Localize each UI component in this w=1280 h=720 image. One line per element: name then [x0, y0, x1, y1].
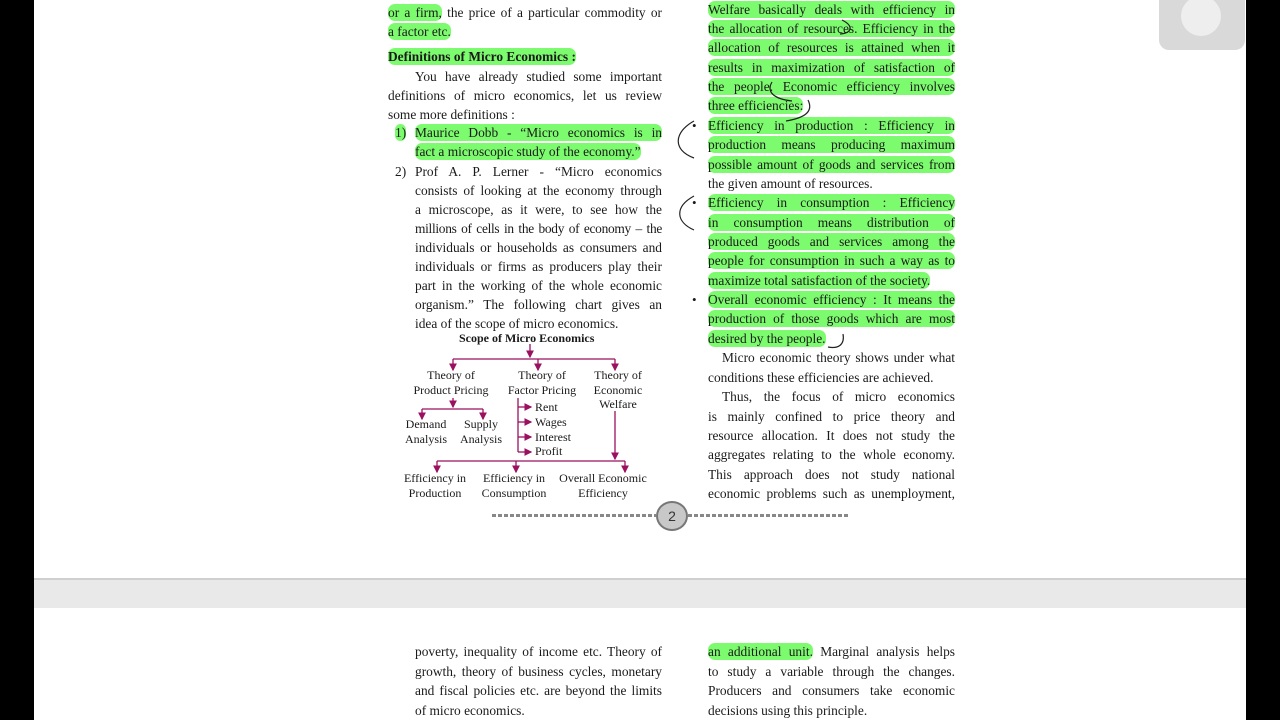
para2-line: is mainly confined to price theory and — [708, 409, 955, 424]
def2-line: part in the working of the whole economic — [415, 278, 662, 293]
next-right-line: to study a variable through the changes. — [708, 664, 955, 679]
intro-line-1: or a firm, the price of a particular commodity or — [388, 5, 662, 20]
bullet2-line: maximize total satisfaction of the society. — [708, 273, 931, 288]
para1-line: conditions these efficiencies are achieved. — [708, 370, 934, 385]
bullet2-line: people for consumption in such a way as to — [708, 253, 955, 268]
bullet1-line: Efficiency in production : Efficiency in — [708, 118, 955, 133]
bullet2-line: in consumption means distribution of — [708, 215, 955, 230]
next-right-line: Producers and consumers take economic — [708, 683, 955, 698]
next-left-line: of micro economics. — [415, 703, 525, 718]
para2-line: resource allocation. It does not study the — [708, 428, 955, 443]
right-line: results in maximization of satisfaction of — [708, 60, 955, 75]
chart-node-eff-overall: Overall Economic Efficiency — [559, 471, 647, 500]
next-left-line: poverty, inequality of income etc. Theory of — [415, 644, 662, 659]
chart-node-eff-production: Efficiency in Production — [403, 471, 467, 500]
def2-line: millions of cells in the body of economy – the — [415, 221, 662, 236]
def2-line: consists of looking at the economy through — [415, 183, 662, 198]
definitions-heading: Definitions of Micro Economics : — [388, 49, 576, 64]
next-left-line: growth, theory of business cycles, monetary — [415, 664, 662, 679]
para2-line: This approach does not study national — [708, 467, 955, 482]
def2-line: individuals or firms as producers play their — [415, 259, 662, 274]
right-line: the allocation of resources. Efficiency in the — [708, 21, 955, 36]
chart-node-factor-pricing: Theory of Factor Pricing — [507, 368, 577, 397]
bullet2-line: Efficiency in consumption : Efficiency — [708, 195, 955, 210]
def2-line: idea of the scope of micro economics. — [415, 316, 619, 331]
para-line: You have already studied some important — [415, 69, 662, 84]
bullet-dot: • — [692, 195, 697, 210]
intro-line-2: a factor etc. — [388, 24, 451, 39]
def2-line: a microscope, as it were, to see how the — [415, 202, 662, 217]
next-left-line: and fiscal policies etc. are beyond the limits — [415, 683, 662, 698]
para-line: definitions of micro economics, let us review — [388, 88, 662, 103]
chart-node-eff-consumption: Efficiency in Consumption — [481, 471, 547, 500]
right-line: allocation of resources is attained when it — [708, 40, 955, 55]
def1-number: 1) — [395, 125, 407, 140]
para1-line: Micro economic theory shows under what — [722, 350, 955, 365]
chart-node-interest: Interest — [535, 430, 571, 444]
def2-line: Prof A. P. Lerner - “Micro economics — [415, 164, 662, 179]
bullet3-line: desired by the people. — [708, 331, 826, 346]
def1-line: fact a microscopic study of the economy.” — [415, 144, 641, 159]
right-line: Welfare basically deals with efficiency in — [708, 2, 955, 17]
bullet2-line: produced goods and services among the — [708, 234, 955, 249]
bullet1-line: production means producing maximum — [708, 137, 955, 152]
def2-number: 2) — [395, 164, 407, 179]
chart-title: Scope of Micro Economics — [459, 331, 595, 345]
def2-line: individuals or households as consumers and — [415, 240, 662, 255]
chart-node-economic-welfare: Theory of Economic Welfare — [593, 368, 643, 411]
chart-node-demand: Demand Analysis — [405, 417, 447, 446]
def1-line: Maurice Dobb - “Micro economics is in — [415, 125, 662, 140]
chart-node-profit: Profit — [535, 444, 563, 458]
chart-node-wages: Wages — [535, 415, 567, 429]
bullet1-line: possible amount of goods and services from — [708, 157, 955, 172]
chart-node-product-pricing: Theory of Product Pricing — [413, 368, 489, 397]
right-line: three efficiencies: — [708, 98, 804, 113]
bullet1-line: the given amount of resources. — [708, 176, 873, 191]
para2-line: Thus, the focus of micro economics — [722, 389, 955, 404]
chart-node-supply: Supply Analysis — [460, 417, 502, 446]
def2-line: organism.” The following chart gives an — [415, 297, 662, 312]
chart-node-rent: Rent — [535, 400, 558, 414]
next-right-line: an additional unit. Marginal analysis helps — [708, 644, 955, 659]
page-number-badge: 2 — [656, 501, 688, 531]
right-line: the people. Economic efficiency involves — [708, 79, 955, 94]
bullet3-line: production of those goods which are most — [708, 311, 955, 326]
bullet-dot: • — [692, 118, 697, 133]
para2-line: aggregates relating to the whole economy. — [708, 447, 955, 462]
para2-line: economic problems such as unemployment, — [708, 486, 955, 501]
bullet-dot: • — [692, 292, 697, 307]
bullet3-line: Overall economic efficiency : It means the — [708, 292, 955, 307]
para-line: some more definitions : — [388, 107, 515, 122]
next-right-line: decisions using this principle. — [708, 703, 868, 718]
